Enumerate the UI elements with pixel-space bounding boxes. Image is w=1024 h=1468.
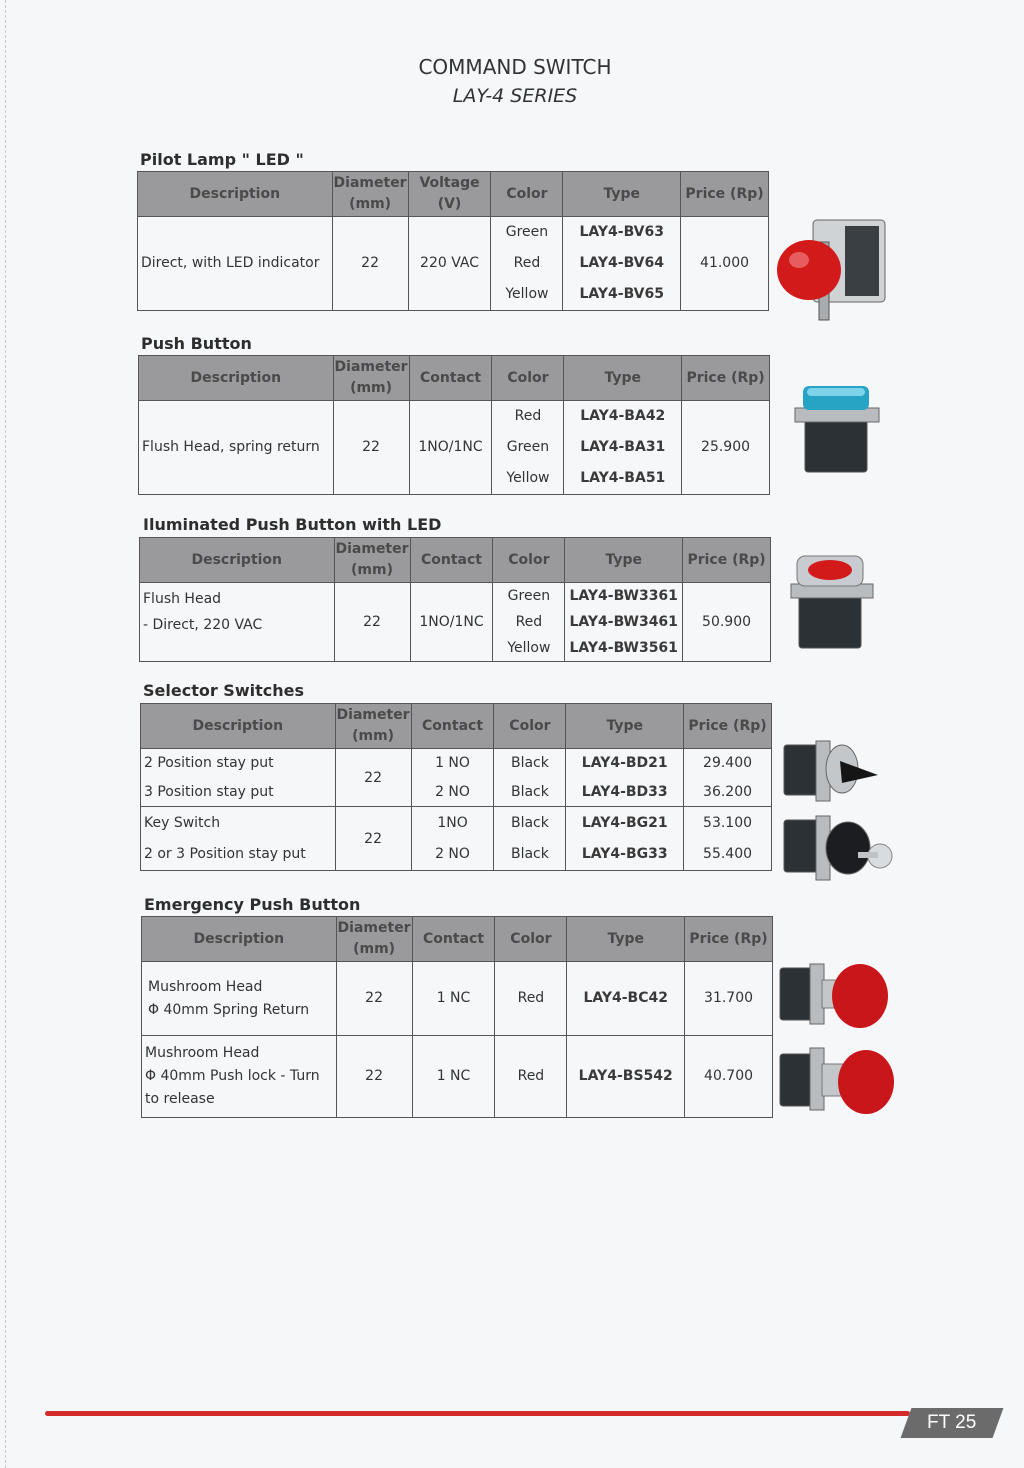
header-color: Color [492, 356, 564, 401]
cell-price: 29.400 [684, 749, 772, 778]
cell-price: 25.900 [682, 401, 770, 495]
cell-color: Green [493, 583, 565, 610]
table-row [141, 807, 772, 839]
cell-color: Red [492, 401, 564, 433]
cell-contact: 2 NO [411, 839, 494, 871]
header-contact: Contact [410, 538, 493, 583]
header-description: Description [141, 704, 336, 749]
cell-description: Key Switch [141, 807, 336, 839]
page-edge [0, 0, 6, 1468]
description-line: Mushroom Head [148, 978, 263, 995]
cell-contact: 1NO [411, 807, 494, 839]
cell-type: LAY4-BV64 [563, 248, 681, 279]
header-color: Color [493, 538, 565, 583]
header-diameter: Diameter (mm) [336, 917, 412, 962]
cell-description: 2 or 3 Position stay put [141, 839, 336, 871]
cell-type: LAY4-BW3361 [565, 583, 683, 610]
emergency-spring-return-photo [778, 958, 890, 1030]
cell-color: Black [494, 807, 566, 839]
page-title: COMMAND SWITCH [418, 55, 612, 79]
header-price: Price (Rp) [682, 356, 770, 401]
cell-type: LAY4-BD21 [566, 749, 684, 778]
description-line: - Direct, 220 VAC [143, 617, 263, 633]
key-switch-photo [780, 812, 900, 890]
description-line: Φ 40mm Push lock - Turn [145, 1068, 320, 1084]
cell-contact: 2 NO [411, 778, 494, 807]
table-row [142, 1036, 773, 1118]
table-row [141, 778, 772, 807]
selector-table [140, 703, 772, 871]
cell-type: LAY4-BV65 [563, 279, 681, 311]
cell-description: Flush Head, spring return [139, 401, 334, 495]
table-header-row [140, 538, 771, 583]
selector-switch-photo [780, 735, 885, 807]
cell-type: LAY4-BG21 [566, 807, 684, 839]
cell-price: 41.000 [681, 217, 769, 311]
cell-description [142, 962, 337, 1036]
cell-type: LAY4-BW3461 [565, 609, 683, 635]
cell-price: 36.200 [684, 778, 772, 807]
cell-color: Black [494, 839, 566, 871]
cell-diameter: 22 [332, 217, 408, 311]
footer-red-line [45, 1411, 910, 1416]
header-voltage: Voltage (V) [408, 172, 491, 217]
cell-description [142, 1036, 337, 1118]
header-type: Type [566, 704, 684, 749]
section-title-pilot-lamp: Pilot Lamp " LED " [140, 150, 304, 169]
cell-color: Black [494, 778, 566, 807]
table-row [141, 749, 772, 778]
emergency-table [141, 916, 773, 1118]
cell-type: LAY4-BA42 [564, 401, 682, 433]
cell-type: LAY4-BS542 [567, 1036, 685, 1118]
cell-type: LAY4-BW3561 [565, 635, 683, 662]
cell-contact: 1 NO [411, 749, 494, 778]
header-contact: Contact [409, 356, 492, 401]
page-number: FT 25 [927, 1412, 977, 1433]
pilot-lamp-photo [775, 212, 895, 322]
header-diameter: Diameter (mm) [334, 538, 410, 583]
cell-type: LAY4-BG33 [566, 839, 684, 871]
header-type: Type [567, 917, 685, 962]
cell-price: 55.400 [684, 839, 772, 871]
cell-contact: 1 NC [412, 1036, 495, 1118]
push-button-table [138, 355, 770, 495]
section-title-emergency: Emergency Push Button [144, 895, 361, 914]
header-diameter: Diameter (mm) [333, 356, 409, 401]
pilot-lamp-table [137, 171, 769, 311]
cell-diameter: 22 [336, 962, 412, 1036]
cell-diameter: 22 [335, 807, 411, 871]
cell-price: 53.100 [684, 807, 772, 839]
table-row [140, 583, 771, 610]
header-type: Type [565, 538, 683, 583]
cell-type: LAY4-BA31 [564, 432, 682, 463]
table-header-row [138, 172, 769, 217]
cell-type: LAY4-BD33 [566, 778, 684, 807]
cell-contact: 1NO/1NC [410, 583, 493, 662]
cell-type: LAY4-BA51 [564, 463, 682, 495]
table-row [139, 401, 770, 433]
cell-diameter: 22 [333, 401, 409, 495]
cell-color: Yellow [492, 463, 564, 495]
cell-color: Yellow [493, 635, 565, 662]
description-line: Flush Head [143, 591, 222, 607]
table-row [142, 962, 773, 1036]
cell-diameter: 22 [335, 749, 411, 807]
header-color: Color [491, 172, 563, 217]
header-price: Price (Rp) [681, 172, 769, 217]
cell-color: Green [492, 432, 564, 463]
header-description: Description [140, 538, 335, 583]
header-price: Price (Rp) [685, 917, 773, 962]
cell-contact: 1 NC [412, 962, 495, 1036]
header-color: Color [495, 917, 567, 962]
header-contact: Contact [411, 704, 494, 749]
cell-description: 2 Position stay put [141, 749, 336, 778]
push-button-photo [785, 380, 885, 480]
table-header-row [141, 704, 772, 749]
section-title-selector: Selector Switches [143, 681, 304, 700]
page-subtitle: LAY-4 SERIES [452, 85, 578, 107]
cell-color: Red [495, 962, 567, 1036]
cell-voltage: 220 VAC [408, 217, 491, 311]
cell-description: 3 Position stay put [141, 778, 336, 807]
cell-color: Red [495, 1036, 567, 1118]
header-price: Price (Rp) [683, 538, 771, 583]
cell-color: Red [491, 248, 563, 279]
cell-price: 50.900 [683, 583, 771, 662]
header-color: Color [494, 704, 566, 749]
cell-color: Red [493, 609, 565, 635]
cell-contact: 1NO/1NC [409, 401, 492, 495]
header-type: Type [564, 356, 682, 401]
cell-description [140, 583, 335, 662]
cell-color: Yellow [491, 279, 563, 311]
description-spacer [143, 638, 331, 658]
header-contact: Contact [412, 917, 495, 962]
cell-color: Green [491, 217, 563, 249]
table-header-row [142, 917, 773, 962]
illuminated-button-photo [785, 552, 880, 652]
cell-description: Direct, with LED indicator [138, 217, 333, 311]
description-line: Mushroom Head [145, 1045, 260, 1061]
emergency-push-lock-photo [778, 1042, 898, 1118]
section-title-illuminated: Iluminated Push Button with LED [143, 515, 442, 534]
header-price: Price (Rp) [684, 704, 772, 749]
cell-price: 40.700 [685, 1036, 773, 1118]
header-diameter: Diameter (mm) [332, 172, 408, 217]
header-description: Description [138, 172, 333, 217]
header-diameter: Diameter (mm) [335, 704, 411, 749]
header-description: Description [139, 356, 334, 401]
header-type: Type [563, 172, 681, 217]
cell-price: 31.700 [685, 962, 773, 1036]
description-line: Φ 40mm Spring Return [148, 1001, 310, 1018]
cell-diameter: 22 [334, 583, 410, 662]
cell-diameter: 22 [336, 1036, 412, 1118]
section-title-push-button: Push Button [141, 334, 252, 353]
description-line: to release [145, 1091, 215, 1107]
cell-type: LAY4-BV63 [563, 217, 681, 249]
page-number-tag [901, 1408, 1004, 1438]
table-header-row [139, 356, 770, 401]
table-row [138, 217, 769, 249]
header-description: Description [142, 917, 337, 962]
cell-type: LAY4-BC42 [567, 962, 685, 1036]
cell-color: Black [494, 749, 566, 778]
illuminated-table [139, 537, 771, 662]
table-row [141, 839, 772, 871]
